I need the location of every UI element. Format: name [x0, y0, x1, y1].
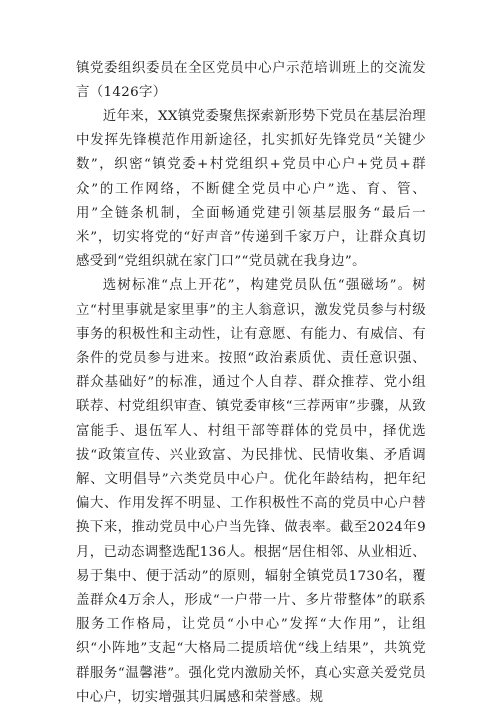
document-page	[76, 57, 426, 710]
document-title: 镇党委组织委员在全区党员中心户示范培训班上的交流发言（1426字）	[76, 61, 426, 100]
paragraph-selection-standards: 选树标准“点上开花”，构建党员队伍“强磁场”。树立“村里事就是家里事”的主人翁意识，激发党员参与村级事务的积极性和主动性，让有意愿、有能力、有威信、有条件的党员参与进来。按照“政治素质优、责任意识强、群众基础好”的标准，通过个人自荐、群众推荐、党小组联荐、村党组织审查、镇党委审核“三荐两审”步骤，从致富能手、退伍军人、村组干部等群体的党员中，择优选拔“政策宣传、兴业致富、为民排忧、民情收集、矛盾调解、文明倡导”六类党员中心户。优化年龄结构，把年纪偏大、作用发挥不明显、工作积极性不高的党员中心户替换下来，推动党员中心户当先锋、做表率。截至2024年9月，已动态调整选配136人。根据“居住相邻、从业相近、易于集中、便于活动”的原则，辐射全镇党员1730名，覆盖群众4万余人，形成“一户带一片、多片带整体”的联系服务工作格局，让党员“小中心”发挥“大作用”，让组织“小阵地”支起“大格局二提质培优“线上结果”，共筑党群服务“温馨港”。强化党内激励关怀，真心实意关爱党员中心户，切实增强其归属感和荣誉感。规	[76, 278, 426, 705]
paragraph-intro: 近年来，XX镇党委聚焦探索新形势下党员在基层治理中发挥先锋模范作用新途径，扎实抓好先锋党员“关键少数”，织密“镇党委+村党组织+党员中心户+党员+群众”的工作网络，不断健全党员中心户”选、育、管、用”全链条机制，全面畅通党建引领基层服务“最后一米”，切实将党的“好声音”传递到千家万户，让群众真切感受到“党组织就在家门口”“党员就在我身边”。	[76, 109, 426, 270]
